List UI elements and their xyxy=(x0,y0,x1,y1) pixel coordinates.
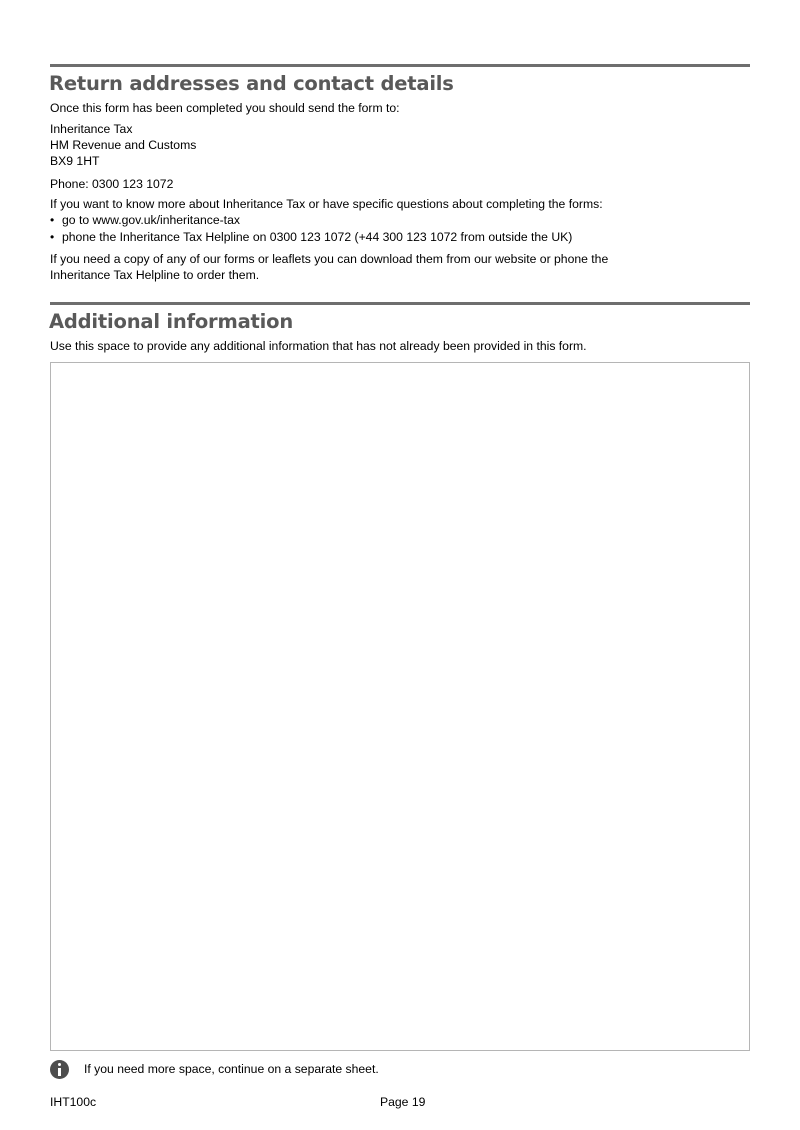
copy-forms-note: If you need a copy of any of our forms or leaflets you can download them from our website or phone the xyxy=(50,252,609,266)
address-line: Inheritance Tax xyxy=(50,122,133,136)
additional-information-heading: Additional information xyxy=(49,310,294,333)
contact-phone: Phone: 0300 123 1072 xyxy=(50,177,174,191)
additional-information-intro: Use this space to provide any additional information that has not already been provided in this form. xyxy=(50,339,587,353)
address-line: HM Revenue and Customs xyxy=(50,138,197,152)
bullet-icon: • xyxy=(50,213,55,227)
more-info-intro: If you want to know more about Inheritance Tax or have specific questions about completing the forms: xyxy=(50,197,603,211)
info-icon xyxy=(50,1060,69,1079)
copy-forms-note: Inheritance Tax Helpline to order them. xyxy=(50,268,260,282)
address-postcode: BX9 1HT xyxy=(50,154,100,168)
list-item-text: phone the Inheritance Tax Helpline on 0300 123 1072 (+44 300 123 1072 from outside the UK) xyxy=(62,230,573,244)
send-form-intro: Once this form has been completed you should send the form to: xyxy=(50,101,400,115)
page-number: Page 19 xyxy=(380,1095,426,1109)
bullet-icon: • xyxy=(50,230,55,244)
list-item xyxy=(50,212,240,229)
return-addresses-heading: Return addresses and contact details xyxy=(49,72,454,95)
additional-information-field[interactable] xyxy=(50,362,750,1051)
more-space-note: If you need more space, continue on a separate sheet. xyxy=(84,1062,379,1076)
section-divider-additional xyxy=(50,302,750,305)
section-divider-return xyxy=(50,64,750,67)
list-item xyxy=(50,229,572,246)
list-item-text: go to www.gov.uk/inheritance-tax xyxy=(62,213,240,227)
form-code: IHT100c xyxy=(50,1095,97,1109)
